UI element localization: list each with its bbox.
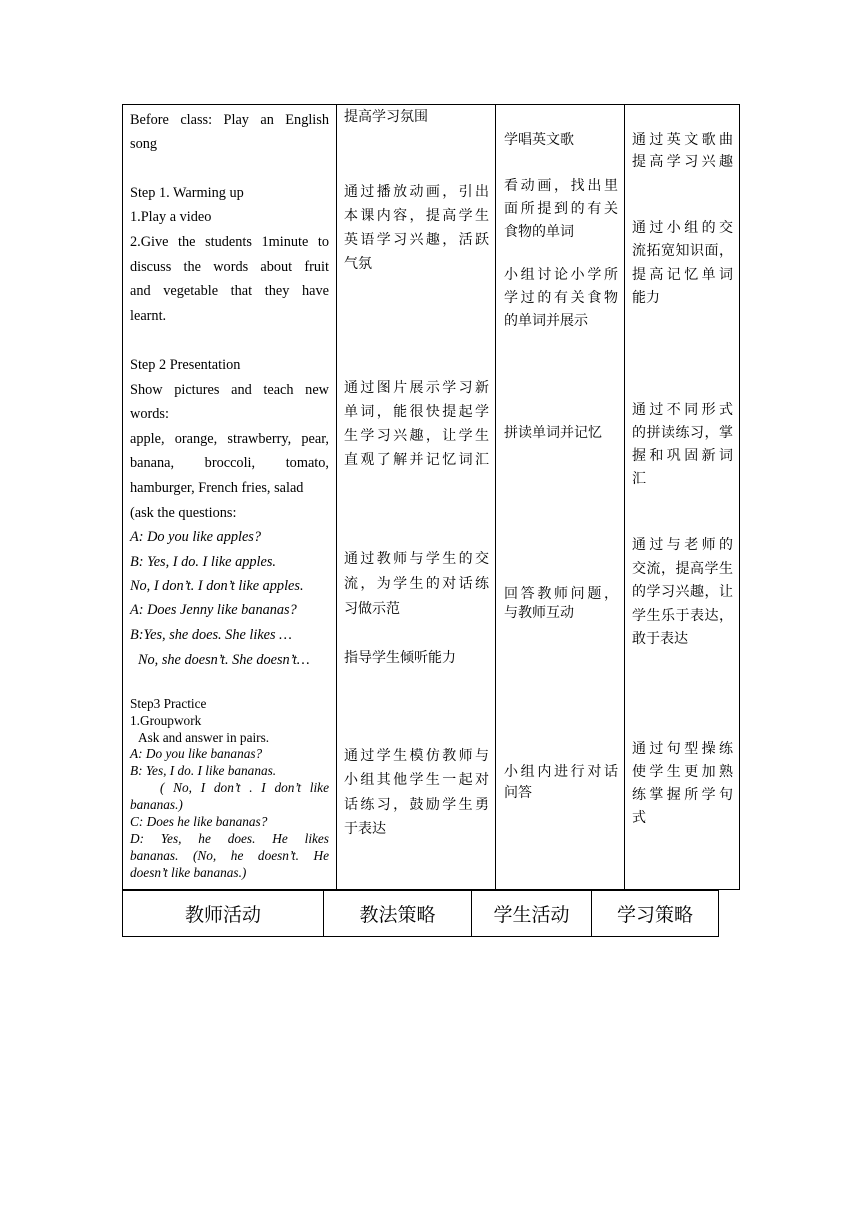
dialog-line: A: Do you like apples? — [130, 529, 262, 545]
learning-text: 式 — [632, 811, 646, 826]
dialog-line: No, she doesn’t. She doesn’t… — [138, 652, 310, 668]
learning-text: 握和巩固新词 — [632, 449, 733, 464]
step2-line: words: — [130, 406, 169, 422]
strategy-text: 话练习，鼓励学生勇 — [344, 798, 489, 813]
step1-title: Step 1. Warming up — [130, 185, 244, 201]
dialog-line: No, I don’t. I don’t like apples. — [130, 578, 304, 594]
learning-text: 学生乐于表达， — [632, 609, 733, 624]
learning-text: 能力 — [632, 291, 660, 306]
step2-line: Show pictures and teach new — [130, 382, 329, 398]
header-teaching-strategy: 教法策略 — [323, 890, 472, 937]
learning-text: 通过小组的交 — [632, 221, 733, 236]
activity-text: 回答教师问题， — [504, 587, 618, 602]
step3-line: Ask and answer in pairs. — [138, 730, 270, 745]
column-divider — [336, 104, 337, 890]
step3-line: bananas. (No, he doesn’t. He — [130, 848, 329, 863]
step3-line: bananas.) — [130, 797, 183, 812]
strategy-text: 习做示范 — [344, 602, 400, 617]
learning-text: 的学习兴趣，让 — [632, 585, 733, 600]
strategy-text: 通过教师与学生的交 — [344, 552, 489, 567]
strategy-text: 通过播放动画，引出 — [344, 185, 489, 200]
learning-text: 汇 — [632, 472, 646, 487]
step2-title: Step 2 Presentation — [130, 357, 241, 373]
learning-text: 通过与老师的 — [632, 538, 733, 553]
step2-line: apple, orange, strawberry, pear, — [130, 431, 329, 447]
activity-text: 食物的单词 — [504, 225, 574, 240]
learning-text: 提高记忆单词 — [632, 268, 733, 283]
learning-text: 通过不同形式 — [632, 403, 733, 418]
step1-item: 2.Give the students 1minute to — [130, 234, 329, 250]
step3-line: ( No, I don’t . I don’t like — [160, 780, 329, 795]
strategy-text: 指导学生倾听能力 — [344, 651, 456, 666]
activity-text: 学唱英文歌 — [504, 133, 574, 148]
activity-text: 拼读单词并记忆 — [504, 426, 602, 441]
strategy-text: 气氛 — [344, 257, 372, 272]
dialog-line: B:Yes, she does. She likes … — [130, 627, 292, 643]
learning-text: 通过句型操练 — [632, 742, 733, 757]
learning-text: 敢于表达 — [632, 632, 688, 647]
step3-line: 1.Groupwork — [130, 713, 202, 728]
strategy-text: 英语学习兴趣，活跃 — [344, 233, 489, 248]
strategy-text: 通过学生模仿教师与 — [344, 749, 489, 764]
activity-text: 小组内进行对话 — [504, 765, 618, 780]
step3-line: D: Yes, he does. He likes — [130, 831, 329, 846]
strategy-text: 直观了解并记忆词汇 — [344, 453, 489, 468]
step1-item: and vegetable that they have — [130, 283, 329, 299]
step2-line: hamburger, French fries, salad — [130, 480, 304, 496]
strategy-text: 提高学习氛围 — [344, 110, 428, 125]
activity-text: 问答 — [504, 786, 532, 801]
learning-text: 提高学习兴趣 — [632, 155, 733, 170]
activity-text: 面所提到的有关 — [504, 202, 618, 217]
activity-text: 与教师互动 — [504, 606, 574, 621]
strategy-text: 生学习兴趣，让学生 — [344, 429, 489, 444]
learning-text: 使学生更加熟 — [632, 765, 733, 780]
step3-line: C: Does he like bananas? — [130, 814, 268, 829]
before-class-line: song — [130, 136, 158, 152]
strategy-text: 流，为学生的对话练 — [344, 577, 489, 592]
step2-line: banana, broccoli, tomato, — [130, 455, 329, 471]
step3-line: B: Yes, I do. I like bananas. — [130, 763, 277, 778]
strategy-text: 于表达 — [344, 822, 386, 837]
activity-text: 看动画，找出里 — [504, 179, 618, 194]
header-learning-strategy: 学习策略 — [591, 890, 719, 937]
step1-item: 1.Play a video — [130, 209, 212, 225]
strategy-text: 单词，能很快提起学 — [344, 405, 489, 420]
activity-text: 小组讨论小学所 — [504, 268, 618, 283]
step2-line: (ask the questions: — [130, 505, 237, 521]
step3-line: doesn’t like bananas.) — [130, 865, 247, 880]
strategy-text: 小组其他学生一起对 — [344, 773, 489, 788]
activity-text: 学过的有关食物 — [504, 291, 618, 306]
strategy-text: 通过图片展示学习新 — [344, 381, 489, 396]
learning-text: 练掌握所学句 — [632, 788, 733, 803]
learning-text: 的拼读练习，掌 — [632, 426, 733, 441]
strategy-text: 本课内容，提高学生 — [344, 209, 489, 224]
learning-text: 交流，提高学生 — [632, 562, 733, 577]
activity-text: 的单词并展示 — [504, 314, 588, 329]
column-divider — [495, 104, 496, 890]
step1-item: discuss the words about fruit — [130, 259, 329, 275]
header-student-activity: 学生活动 — [471, 890, 592, 937]
learning-text: 流拓宽知识面， — [632, 244, 733, 259]
step3-title: Step3 Practice — [130, 696, 207, 711]
column-divider — [624, 104, 625, 890]
before-class-line: Before class: Play an English — [130, 112, 329, 128]
step3-line: A: Do you like bananas? — [130, 746, 263, 761]
step1-item: learnt. — [130, 308, 167, 324]
header-teacher-activity: 教师活动 — [122, 890, 324, 937]
dialog-line: B: Yes, I do. I like apples. — [130, 554, 276, 570]
dialog-line: A: Does Jenny like bananas? — [130, 602, 297, 618]
learning-text: 通过英文歌曲 — [632, 133, 733, 148]
